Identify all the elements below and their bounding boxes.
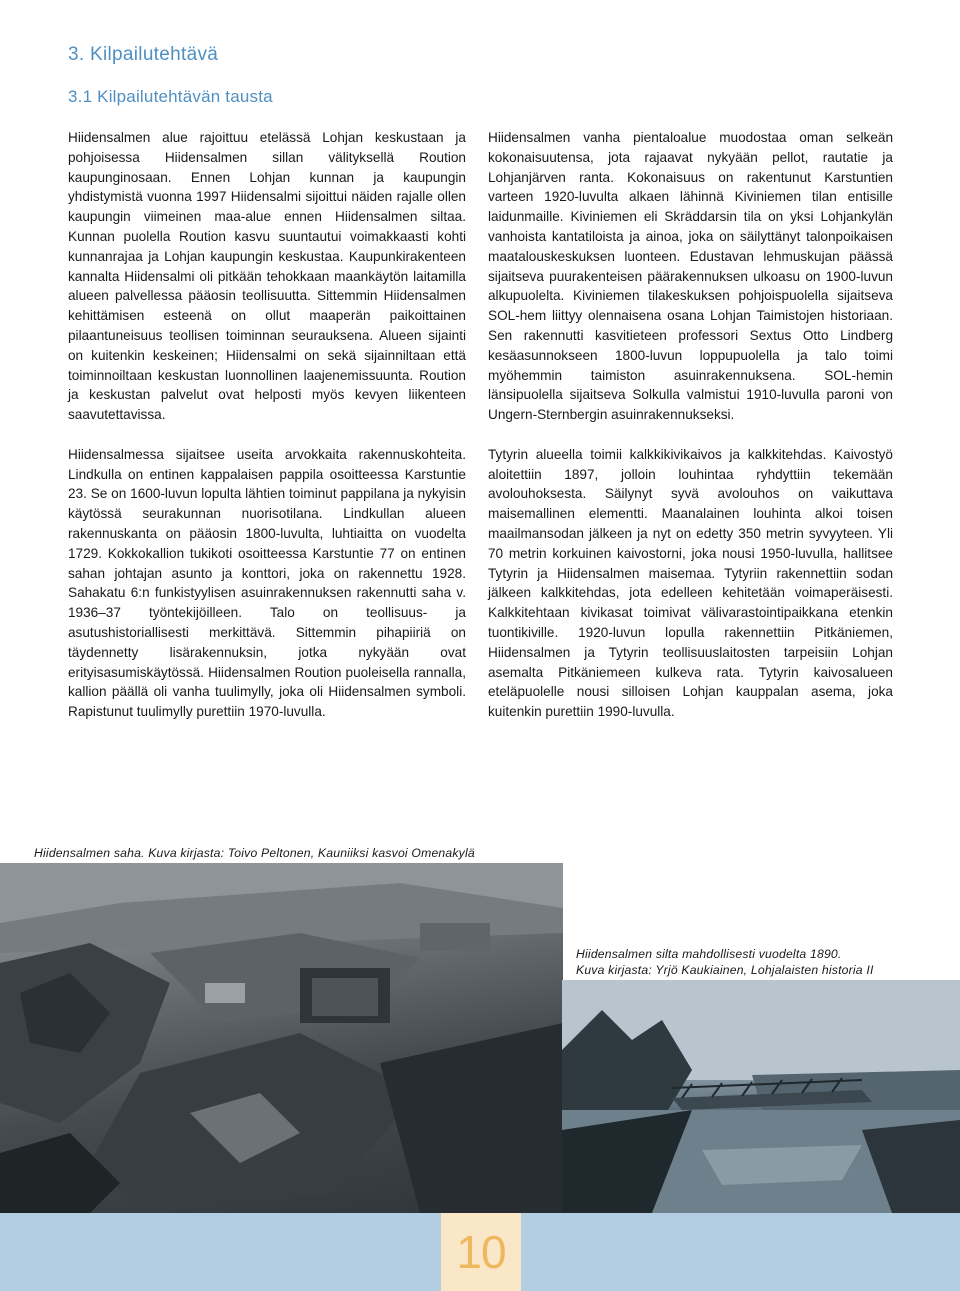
section-heading: 3. Kilpailutehtävä	[68, 44, 219, 65]
page-number-box	[441, 1213, 521, 1291]
paragraph: Hiidensalmen vanha pientaloalue muodostaa oman selkeän kokonaisuutensa, jota rajaavat nykyään pellot, rautatie ja Lohjanjärven ranta. Kokonaisuus on rakentunut Karstuntien varteen 1920-luvulta alkaen lähinnä Kiviniemen tilan entisille laidunmaille. Kiviniemen eli Skräddarsin tila on yksi Lohjankylän vanhoista kantatiloista ja ainoa, joka on säilyttänyt talonpoikaisen maatalouskeskuksen luonteen. Edustavan lehmuskujan päässä sijaitseva puurakenteisen päärakennuksen ulkoasu on 1900-luvun alkupuolelta. Kiviniemen tilakeskuksen pohjoispuolella sijaitseva SOL-hem liittyy olennaisena osana Lohjan Taimistojen historiaan. Sen rakennutti kasvitieteen professori Sextus Otto Lindberg kesäasunnokseen 1800-luvun loppupuolella ja talo toimi myöhemmin taimiston asuinrakennuksena. SOL-hemin länsipuolella sijaitseva Solkulla valmistui 1910-luvulla paroni von Ungern-Sternbergin asuinrakennukseksi.	[488, 130, 893, 423]
page-number: 10	[456, 1226, 506, 1278]
paragraph: Tytyrin alueella toimii kalkkikivikaivos ja kalkkitehdas. Kaivostyö aloitettiin 1897, jolloin louhintaa ryhdyttiin tekemään avolouhoksesta. Säilynyt syvä avolouhos on vaikuttava maisemallinen elementti. Maanalainen louhinta alkoi toisen maailmansodan jälkeen ja nyt on edetty 350 metrin syvyyteen. Yli 70 metrin korkuinen kaivostorni, joka nousi 1950-luvulla, hallitsee Tytyrin ja Hiidensalmen maisemaa. Tytyriin rakennettiin sodan jälkeen kalkkitehdas, jota edelleen kehitetään voimaperäisesti. Kalkkitehtaan kivikasat toimivat välivarastointipaikkana etenkin tuontikiville. 1920-luvun lopulla rakennettiin Pitkäniemen, Hiidensalmen ja Tytyrin teollisuuslaitosten tarpeisiin Lohjan asemalta Pitkäniemeen kulkeva rata. Tytyrin kaivosalueen eteläpuolelle nousi silloisen Lohjan kauppalan asema, joka kuitenkin purettiin 1990-luvulla.	[488, 446, 893, 720]
right-text-column	[488, 128, 893, 742]
caption-line: Kuva kirjasta: Yrjö Kaukiainen, Lohjalaisten historia II	[576, 963, 874, 977]
photo-caption-sawmill: Hiidensalmen saha. Kuva kirjasta: Toivo Peltonen, Kauniiksi kasvoi Omenakylä	[34, 846, 475, 860]
subsection-heading: 3.1 Kilpailutehtävän tausta	[68, 87, 273, 106]
paragraph: Hiidensalmen alue rajoittuu etelässä Lohjan keskustaan ja pohjoisessa Hiidensalmen sillan välityksellä Roution kaupunginosaan. Ennen Lohjan kunnan ja kaupungin yhdistymistä vuonna 1997 Hiidensalmi sijoittui näiden rajalle ollen kaupungin viimeinen maa-alue ennen Hiidensalmen siltaa. Kunnan puolella Roution kasvu suuntautui voimakkaasti kohti kunnanrajaa ja Lohjan kaupungin keskustaa. Kaupunkirakenteen kannalta Hiidensalmi oli pitkään tehokkaan maankäytön laitamilla alueen palvellessa pääosin teollisuutta. Sittemmin Hiidensalmen kehittämisen esteenä on ollut maaperän paikoittainen pilaantuneisuus teollisen toiminnan seurauksena. Alueen sijainti on kuitenkin keskeinen; Hiidensalmi on sekä sijainniltaan että toiminnoiltaan keskustan luonnollinen laajenemissuunta. Roution ja keskustan palvelut ovat helposti myös kevyen liikenteen saavutettavissa.	[68, 130, 466, 423]
left-text-column	[68, 128, 466, 742]
paragraph: Hiidensalmessa sijaitsee useita arvokkaita rakennuskohteita. Lindkulla on entinen kappalaisen pappila osoitteessa Karstuntie 23. Se on 1600-luvun lopulta lähtien toiminut pappilana ja nykyisin käytössä seurakunnan nuorisotilana. Lindkullan alueen rakennuskanta on pääosin 1800-luvulta, luhtiaitta on vuodelta 1729. Kokkokallion tukikoti osoitteessa Karstuntie 77 on entinen sahan johtajan asunto ja konttori, joka on rakennettu 1928. Sahakatu 6:n funkistyylisen asuinrakennuksen rakennutti saha v. 1936–37 työntekijöilleen. Talo on teollisuus- ja asutushistoriallisesti merkittävä. Sittemmin pihapiiriä on täydennetty lisärakennuksin, jotka nykyään ovat erityisasumiskäytössä. Hiidensalmen Roution puoleisella rannalla, kallion päällä oli vanha tuulimylly, joka oli Hiidensalmen symboli. Rapistunut tuulimylly purettiin 1970-luvulla.	[68, 446, 466, 720]
bridge-historic-photo	[562, 980, 960, 1213]
photo-caption-bridge	[576, 946, 874, 978]
sawmill-aerial-photo	[0, 863, 563, 1213]
caption-line: Hiidensalmen silta mahdollisesti vuodelta 1890.	[576, 947, 842, 961]
